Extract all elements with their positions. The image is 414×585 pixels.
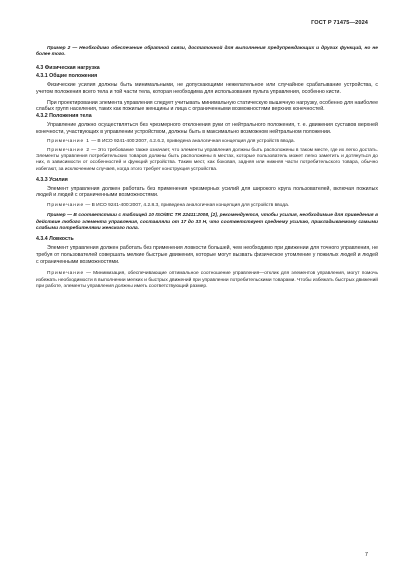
document-header: ГОСТ Р 71475—2024 — [311, 20, 368, 26]
note-1-label: Примечание 1 — [47, 139, 90, 145]
page-number: 7 — [364, 552, 368, 558]
section-4-3-title: 4.3 Физическая нагрузка — [36, 64, 100, 71]
intro-example-label: Пример 2 — [47, 46, 71, 51]
intro-example-text: — Необходимо обеспечение обратной связи, достаточной для выполнения предупреждающих и других функций, но не более того. — [36, 46, 378, 58]
section-4-3-2-title: 4.3.2 Положения тела — [36, 113, 92, 120]
section-4-3-1-para-2: При проектировании элемента управления следует учитывать минимальную статическую вышечную нагрузку, особенно для наиболее слабых групп населения, таких как пожилые женщины и лица с ограниченными возможностями верхних конечностей. — [36, 99, 378, 113]
note-label-4-3-4: Примечание — [47, 271, 85, 277]
example-label: Пример — [47, 213, 66, 219]
note-label: Примечание — [47, 203, 85, 209]
section-4-3-4-note — [36, 271, 378, 290]
note-text-4-3-4: — Минимизация, обеспечивающие оптимальное соотношение управления—отклик для элементов управления, могут помочь избежать необходимости в выполнении мелких и быстрых движений при управлении потребительскими товарами. Чтобы избежать быстрых движений при работе, элементы управления должны иметь соответствующий размер. — [36, 271, 378, 289]
section-4-3-1-para-1: Физические усилия должны быть минимальными, не допускающими нежелательное или случайное срабатывание устройства, с учетом положения всего тела и той части тела, которая необходима для использования пульта управления, особенно кисти. — [36, 82, 378, 95]
section-4-3-3-para-1: Элемент управления должен работать без применения чрезмерных усилий для широкого круга пользователей, включая пожилых людей и людей с ограниченными возможностями. — [36, 185, 378, 199]
section-4-3-2-note-2 — [36, 148, 378, 173]
intro-example — [36, 46, 378, 59]
section-4-3-4-title: 4.3.4 Ловкость — [36, 236, 74, 243]
note-text: — В ИСО 9241-400:2007, 4.2.8.3, приведена аналогичная концепция для устройств ввода. — [84, 203, 290, 209]
note-2-text: — Это требование также означает, что элементы управления должны быть расположены в таком месте, где их легко достать. Элементы управления потребительских товаров должны быть расположены в местах, которые пользователь может легко заметить и дотянуться до них, в зависимости от особенностей и функций устройства. Таким мест, как боковая, задняя или нижняя части потребительского товара, обычно избегают, за исключением случаев, когда этого требует конструкция устройства. — [36, 147, 378, 172]
note-1-text: — В ИСО 9241-400:2007, 4.2.6.2, приведена аналогичная концепция для устройств ввода. — [89, 139, 295, 145]
section-4-3-2-para-1: Управление должно осуществляться без чрезмерного отклонения руки от нейтрального положения, т. е. движения суставов верхней конечности, участвующих в управлении устройством, должны быть в максимально возможном нейтральном положении. — [36, 121, 378, 135]
example-text: — В соответствии с таблицей 10 ISO/IEC TR 22411:2008, [2], рекомендуется, чтобы усилия, необходимые для приведения в действие любого элемента управления, составляли от 17 до 33 Н, что соответствует среднему усилию, прикладываемому самыми слабыми потребителями женского пола. — [36, 213, 378, 231]
section-4-3-3-title: 4.3.3 Усилия — [36, 176, 68, 183]
section-4-3-3-note — [36, 203, 378, 209]
section-4-3-3-example — [36, 213, 378, 232]
section-4-3-2-note-1 — [36, 139, 378, 145]
section-4-3-1-title: 4.3.1 Общие положения — [36, 73, 98, 80]
note-2-label: Примечание 2 — [47, 147, 90, 153]
section-4-3-4-para-1: Элемент управления должен работать без применения ловкости большей, чем необходимо при движении для точного управления, не требуя от пользователей совершать мелкие быстрые движения, которые могут вызвать физическое утомление у пожилых людей и людей с ограниченными возможностями. — [36, 245, 378, 265]
page-content — [36, 46, 378, 290]
